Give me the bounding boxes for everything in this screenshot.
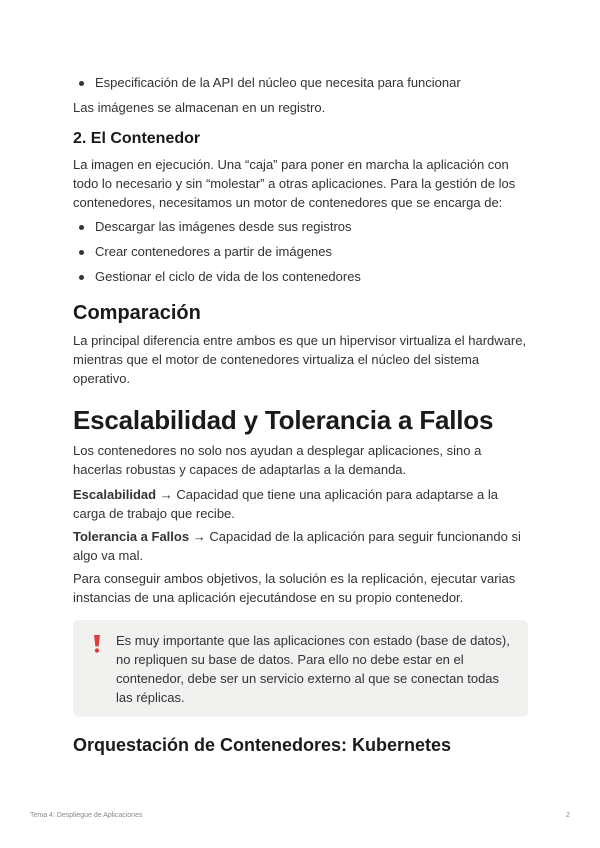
container-bullet-list: [73, 217, 528, 286]
replication-paragraph: Para conseguir ambos objetivos, la solución es la replicación, ejecutar varias instancias de una aplicación ejecutándose en su propio contenedor.: [73, 571, 516, 605]
comparison-paragraph: La principal diferencia entre ambos es que un hipervisor virtualiza el hardware, mientras que el motor de contenedores virtualiza el núcleo del sistema operativo.: [73, 333, 527, 386]
scalability-heading: Escalabilidad y Tolerancia a Fallos: [73, 405, 494, 435]
scalability-definition: [73, 485, 528, 523]
container-paragraph: La imagen en ejecución. Una “caja” para poner en marcha la aplicación con todo lo necesario y sin “molestar” a otras aplicaciones. Para la gestión de los contenedores, necesitamos un motor de contenedores que se encarga de:: [73, 157, 516, 210]
callout-text: Es muy importante que las aplicaciones con estado (base de datos), no repliquen su base de datos. Para ello no debe estar en el contenedor, debe ser un servicio externo al que se conectan todas las réplicas.: [116, 633, 510, 705]
page-number: 2: [566, 812, 570, 819]
list-item: Descargar las imágenes desde sus registros: [73, 217, 528, 236]
definition-term: Escalabilidad: [73, 487, 157, 502]
registry-paragraph: Las imágenes se almacenan en un registro.: [73, 100, 326, 115]
list-item: Crear contenedores a partir de imágenes: [73, 242, 528, 261]
arrow-right-icon: →: [159, 487, 173, 502]
container-heading: 2. El Contenedor: [73, 130, 201, 147]
exclamation-icon: [91, 634, 103, 654]
fault-tolerance-definition: [73, 527, 528, 565]
arrow-right-icon: →: [192, 529, 206, 544]
bullet-list-api: [73, 73, 528, 92]
scalability-intro: Los contenedores no solo nos ayudan a desplegar aplicaciones, sino a hacerlas robustas y capaces de adaptarlas a la demanda.: [73, 443, 482, 477]
footer-title: Tema 4: Despliegue de Aplicaciones: [30, 812, 143, 819]
comparison-heading: Comparación: [73, 302, 201, 324]
list-item: Gestionar el ciclo de vida de los contenedores: [73, 267, 528, 286]
definition-text: Capacidad de la aplicación para seguir funcionando si algo va mal.: [73, 529, 521, 563]
orchestration-heading: Orquestación de Contenedores: Kubernetes: [73, 735, 452, 755]
list-item: Especificación de la API del núcleo que necesita para funcionar: [73, 73, 528, 92]
warning-callout: [73, 620, 528, 717]
definition-text: Capacidad que tiene una aplicación para adaptarse a la carga de trabajo que recibe.: [73, 487, 498, 521]
definition-term: Tolerancia a Fallos: [73, 529, 190, 544]
